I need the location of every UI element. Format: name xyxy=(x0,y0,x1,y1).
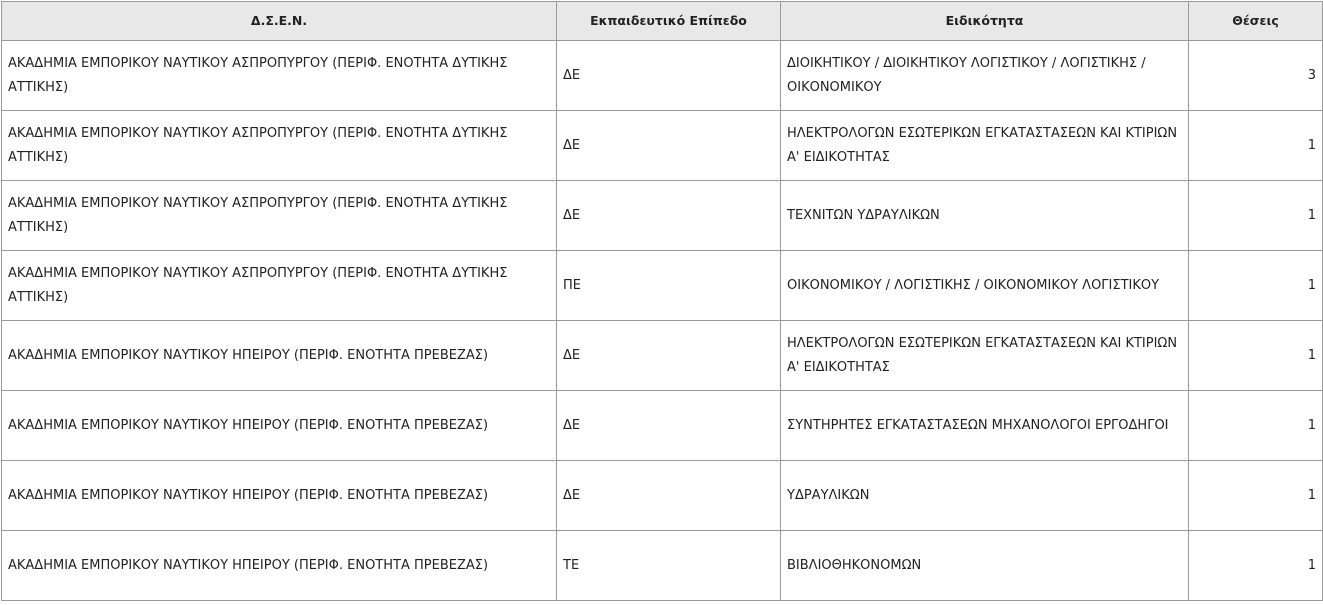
cell-dsen: ΑΚΑΔΗΜΙΑ ΕΜΠΟΡΙΚΟΥ ΝΑΥΤΙΚΟΥ ΑΣΠΡΟΠΥΡΓΟΥ (ΠΕΡΙΦ. ΕΝΟΤΗΤΑ ΔΥΤΙΚΗΣ ΑΤΤΙΚΗΣ) xyxy=(2,181,557,251)
header-positions: Θέσεις xyxy=(1189,2,1323,41)
cell-positions: 1 xyxy=(1189,111,1323,181)
cell-dsen: ΑΚΑΔΗΜΙΑ ΕΜΠΟΡΙΚΟΥ ΝΑΥΤΙΚΟΥ ΗΠΕΙΡΟΥ (ΠΕΡΙΦ. ΕΝΟΤΗΤΑ ΠΡΕΒΕΖΑΣ) xyxy=(2,391,557,461)
table-row xyxy=(2,531,1323,601)
cell-dsen: ΑΚΑΔΗΜΙΑ ΕΜΠΟΡΙΚΟΥ ΝΑΥΤΙΚΟΥ ΗΠΕΙΡΟΥ (ΠΕΡΙΦ. ΕΝΟΤΗΤΑ ΠΡΕΒΕΖΑΣ) xyxy=(2,461,557,531)
cell-education-level: ΔΕ xyxy=(557,181,781,251)
cell-dsen: ΑΚΑΔΗΜΙΑ ΕΜΠΟΡΙΚΟΥ ΝΑΥΤΙΚΟΥ ΑΣΠΡΟΠΥΡΓΟΥ (ΠΕΡΙΦ. ΕΝΟΤΗΤΑ ΔΥΤΙΚΗΣ ΑΤΤΙΚΗΣ) xyxy=(2,41,557,111)
header-education-level: Εκπαιδευτικό Επίπεδο xyxy=(557,2,781,41)
cell-specialty: ΣΥΝΤΗΡΗΤΕΣ ΕΓΚΑΤΑΣΤΑΣΕΩΝ ΜΗΧΑΝΟΛΟΓΟΙ ΕΡΓΟΔΗΓΟΙ xyxy=(781,391,1189,461)
header-row xyxy=(2,2,1323,41)
cell-education-level: ΔΕ xyxy=(557,391,781,461)
cell-positions: 1 xyxy=(1189,251,1323,321)
table-row xyxy=(2,251,1323,321)
cell-dsen: ΑΚΑΔΗΜΙΑ ΕΜΠΟΡΙΚΟΥ ΝΑΥΤΙΚΟΥ ΑΣΠΡΟΠΥΡΓΟΥ (ΠΕΡΙΦ. ΕΝΟΤΗΤΑ ΔΥΤΙΚΗΣ ΑΤΤΙΚΗΣ) xyxy=(2,111,557,181)
cell-dsen: ΑΚΑΔΗΜΙΑ ΕΜΠΟΡΙΚΟΥ ΝΑΥΤΙΚΟΥ ΗΠΕΙΡΟΥ (ΠΕΡΙΦ. ΕΝΟΤΗΤΑ ΠΡΕΒΕΖΑΣ) xyxy=(2,321,557,391)
cell-positions: 1 xyxy=(1189,181,1323,251)
cell-education-level: ΠΕ xyxy=(557,251,781,321)
cell-positions: 1 xyxy=(1189,391,1323,461)
table-body xyxy=(2,41,1323,601)
cell-specialty: ΗΛΕΚΤΡΟΛΟΓΩΝ ΕΣΩΤΕΡΙΚΩΝ ΕΓΚΑΤΑΣΤΑΣΕΩΝ ΚΑΙ ΚΤΙΡΙΩΝ Α' ΕΙΔΙΚΟΤΗΤΑΣ xyxy=(781,111,1189,181)
cell-positions: 1 xyxy=(1189,531,1323,601)
cell-dsen: ΑΚΑΔΗΜΙΑ ΕΜΠΟΡΙΚΟΥ ΝΑΥΤΙΚΟΥ ΑΣΠΡΟΠΥΡΓΟΥ (ΠΕΡΙΦ. ΕΝΟΤΗΤΑ ΔΥΤΙΚΗΣ ΑΤΤΙΚΗΣ) xyxy=(2,251,557,321)
table-row xyxy=(2,461,1323,531)
table-header xyxy=(2,2,1323,41)
cell-specialty: ΥΔΡΑΥΛΙΚΩΝ xyxy=(781,461,1189,531)
cell-specialty: ΗΛΕΚΤΡΟΛΟΓΩΝ ΕΣΩΤΕΡΙΚΩΝ ΕΓΚΑΤΑΣΤΑΣΕΩΝ ΚΑΙ ΚΤΙΡΙΩΝ Α' ΕΙΔΙΚΟΤΗΤΑΣ xyxy=(781,321,1189,391)
cell-specialty: ΟΙΚΟΝΟΜΙΚΟΥ / ΛΟΓΙΣΤΙΚΗΣ / ΟΙΚΟΝΟΜΙΚΟΥ ΛΟΓΙΣΤΙΚΟΥ xyxy=(781,251,1189,321)
cell-education-level: ΤΕ xyxy=(557,531,781,601)
cell-education-level: ΔΕ xyxy=(557,41,781,111)
cell-education-level: ΔΕ xyxy=(557,111,781,181)
cell-education-level: ΔΕ xyxy=(557,461,781,531)
table-row xyxy=(2,321,1323,391)
cell-specialty: ΤΕΧΝΙΤΩΝ ΥΔΡΑΥΛΙΚΩΝ xyxy=(781,181,1189,251)
cell-specialty: ΔΙΟΙΚΗΤΙΚΟΥ / ΔΙΟΙΚΗΤΙΚΟΥ ΛΟΓΙΣΤΙΚΟΥ / ΛΟΓΙΣΤΙΚΗΣ / ΟΙΚΟΝΟΜΙΚΟΥ xyxy=(781,41,1189,111)
table-row xyxy=(2,41,1323,111)
cell-specialty: ΒΙΒΛΙΟΘΗΚΟΝΟΜΩΝ xyxy=(781,531,1189,601)
header-dsen: Δ.Σ.Ε.Ν. xyxy=(2,2,557,41)
table-row xyxy=(2,181,1323,251)
table-row xyxy=(2,111,1323,181)
header-specialty: Ειδικότητα xyxy=(781,2,1189,41)
cell-positions: 3 xyxy=(1189,41,1323,111)
positions-table xyxy=(1,1,1323,601)
cell-positions: 1 xyxy=(1189,461,1323,531)
cell-dsen: ΑΚΑΔΗΜΙΑ ΕΜΠΟΡΙΚΟΥ ΝΑΥΤΙΚΟΥ ΗΠΕΙΡΟΥ (ΠΕΡΙΦ. ΕΝΟΤΗΤΑ ΠΡΕΒΕΖΑΣ) xyxy=(2,531,557,601)
cell-education-level: ΔΕ xyxy=(557,321,781,391)
cell-positions: 1 xyxy=(1189,321,1323,391)
table-row xyxy=(2,391,1323,461)
